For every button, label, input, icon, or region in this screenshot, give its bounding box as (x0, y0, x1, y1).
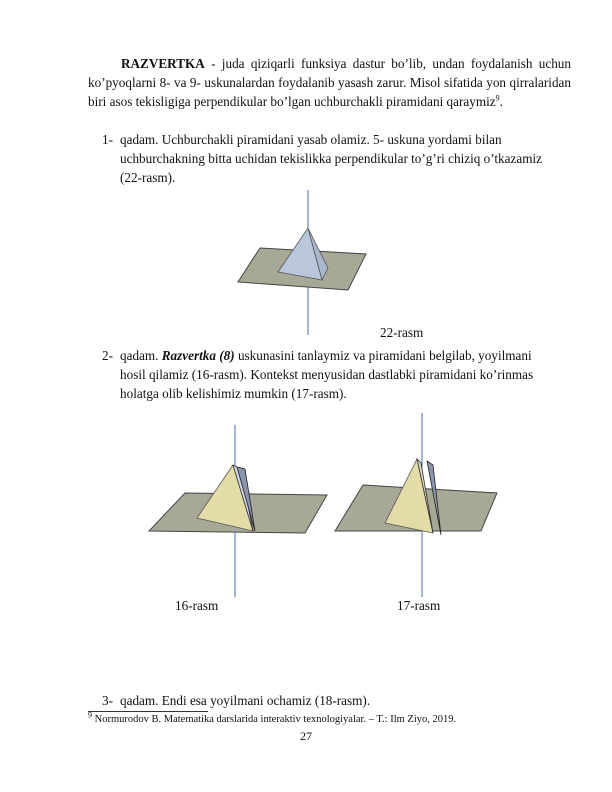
figure-16-net (145, 425, 330, 600)
step-2-line-2: hosil qilamiz (16-rasm). Kontekst menyusidan dastlabki piramidani ko’rinmas (120, 367, 534, 382)
intro-text: - juda qiziqarli funksiya dastur bo’lib, undan foydalanish uchun ko’pyoqlarni 8- va 9- uskunalardan foydalanib yasash zarur. Misol sifatida yon qirralaridan biri asos tekisligiga perpendikular bo’lgan uchburchakli piramidani qaraymiz (88, 56, 571, 109)
footnote-text: Normurodov B. Matematika darslarida interaktiv texnologiyalar. – T.: Ilm Ziyo, 2019. (92, 714, 457, 725)
figure-17-caption: 17-rasm (397, 598, 441, 613)
intro-end: . (499, 94, 503, 109)
step-3-number: 3- (102, 693, 113, 708)
figure-22-pyramid (230, 190, 380, 340)
figure-16-caption: 16-rasm (175, 598, 219, 613)
footnote-divider (88, 711, 208, 712)
step-2-suffix: uskunasini tanlaymiz va piramidani belgilab, yoyilmani (234, 348, 532, 363)
step-2-line-1 (120, 346, 532, 365)
footnote (88, 710, 457, 725)
figure-17-net (333, 413, 498, 600)
step-1-line-2: uchburchakning bitta uchidan tekislikka perpendikular to’g’ri chiziq o’tkazamiz (120, 151, 542, 166)
figure-22-caption: 22-rasm (380, 325, 424, 340)
step-1-number: 1- (102, 132, 113, 147)
step-2-number: 2- (102, 348, 113, 363)
step-1-line-3: (22-rasm). (120, 170, 176, 185)
footnote-marker: 9 (88, 710, 92, 720)
step-2-tool-name: Razvertka (8) (161, 348, 235, 363)
page-number: 27 (300, 729, 312, 743)
footnote-ref: 9 (495, 93, 500, 103)
step-2-prefix: qadam. (120, 348, 162, 363)
step-3-text: qadam. Endi esa yoyilmani ochamiz (18-rasm). (120, 693, 371, 708)
step-2-line-3: holatga olib kelishimiz mumkin (17-rasm). (120, 386, 347, 401)
step-1-line-1: qadam. Uchburchakli piramidani yasab olamiz. 5- uskuna yordami bilan (120, 132, 502, 147)
intro-paragraph (88, 54, 571, 111)
intro-bold-term: RAZVERTKA (121, 56, 205, 71)
